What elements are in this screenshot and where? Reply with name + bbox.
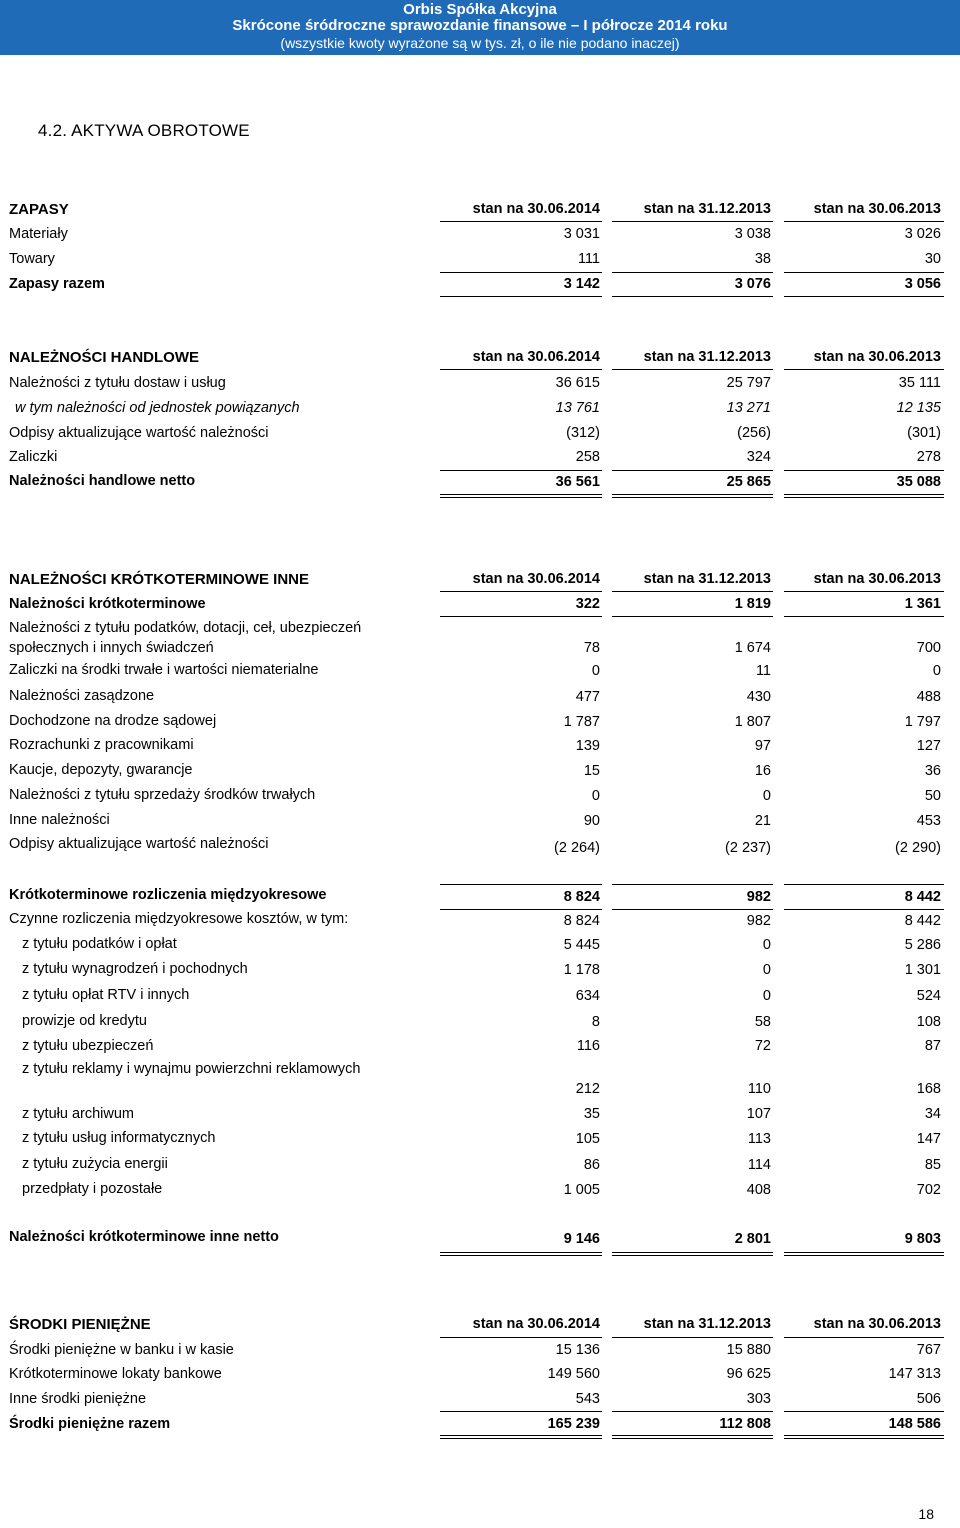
row-label: Kaucje, depozyty, gwarancje bbox=[9, 762, 193, 778]
subtotal-rule bbox=[440, 1411, 602, 1412]
row-value: 1 787 bbox=[563, 714, 600, 730]
row-rule bbox=[612, 616, 773, 617]
row-label: Inne należności bbox=[9, 812, 110, 828]
row-label: Rozrachunki z pracownikami bbox=[9, 737, 194, 753]
total-rule bbox=[784, 1252, 944, 1256]
row-rule bbox=[612, 909, 773, 910]
row-value: 15 136 bbox=[555, 1342, 600, 1358]
row-value: 0 bbox=[762, 788, 771, 804]
row-value: 25 797 bbox=[726, 375, 771, 391]
row-value: 3 142 bbox=[563, 276, 600, 292]
total-rule bbox=[612, 494, 773, 498]
row-rule bbox=[784, 884, 944, 885]
row-value: 322 bbox=[575, 596, 600, 612]
row-value: 303 bbox=[746, 1391, 771, 1407]
row-value: 506 bbox=[916, 1391, 941, 1407]
row-value: 8 824 bbox=[563, 913, 600, 929]
row-value: 139 bbox=[575, 738, 600, 754]
header-rule bbox=[440, 369, 602, 370]
section-title: 4.2. AKTYWA OBROTOWE bbox=[38, 121, 250, 140]
row-value: 0 bbox=[591, 788, 600, 804]
row-value: 524 bbox=[916, 988, 941, 1004]
total-rule bbox=[440, 1252, 602, 1256]
row-value: 50 bbox=[924, 788, 941, 804]
row-value: 90 bbox=[583, 813, 600, 829]
row-label: Odpisy aktualizujące wartość należności bbox=[9, 425, 269, 441]
row-value: 3 038 bbox=[734, 226, 771, 242]
row-value: 148 586 bbox=[888, 1416, 941, 1432]
total-rule bbox=[784, 1435, 944, 1439]
row-value: 543 bbox=[575, 1391, 600, 1407]
row-value: 34 bbox=[924, 1106, 941, 1122]
row-value: 1 797 bbox=[904, 714, 941, 730]
row-label: z tytułu podatków i opłat bbox=[22, 936, 177, 952]
row-value: 0 bbox=[932, 663, 941, 679]
row-value: 116 bbox=[576, 1038, 600, 1054]
row-value: 15 880 bbox=[726, 1342, 771, 1358]
row-value: 58 bbox=[754, 1014, 771, 1030]
srodki-title: ŚRODKI PIENIĘŻNE bbox=[9, 1316, 151, 1333]
row-label: Należności z tytułu sprzedaży środków trwałych bbox=[9, 787, 316, 803]
report-title: Skrócone śródroczne sprawozdanie finansowe – I półrocze 2014 roku bbox=[232, 17, 728, 34]
row-value: 13 271 bbox=[726, 400, 771, 416]
naleznosci-inne-column-header: stan na 31.12.2013 bbox=[643, 571, 771, 587]
row-value: 35 bbox=[583, 1106, 600, 1122]
row-value: (312) bbox=[566, 425, 600, 441]
header-rule bbox=[784, 221, 944, 222]
subtotal-rule bbox=[612, 1411, 773, 1412]
row-value: 212 bbox=[575, 1081, 600, 1097]
row-label: przedpłaty i pozostałe bbox=[22, 1181, 163, 1197]
row-value: 3 076 bbox=[734, 276, 771, 292]
total-rule bbox=[784, 494, 944, 498]
row-label: Należności zasądzone bbox=[9, 688, 155, 704]
row-value: 72 bbox=[754, 1038, 771, 1054]
row-value: 3 031 bbox=[563, 226, 600, 242]
subtotal-rule bbox=[612, 272, 773, 273]
row-label: Zaliczki bbox=[9, 449, 58, 465]
row-value: 78 bbox=[583, 640, 600, 656]
row-label: Zapasy razem bbox=[9, 276, 105, 292]
row-value: 702 bbox=[916, 1182, 941, 1198]
row-rule bbox=[440, 884, 602, 885]
row-value: (301) bbox=[907, 425, 941, 441]
row-value: 96 625 bbox=[726, 1366, 771, 1382]
row-value: 430 bbox=[746, 689, 771, 705]
row-value: (2 290) bbox=[895, 840, 941, 856]
srodki-column-header: stan na 31.12.2013 bbox=[643, 1316, 771, 1332]
zapasy-column-header: stan na 30.06.2014 bbox=[472, 201, 600, 217]
total-rule bbox=[612, 1252, 773, 1256]
naleznosci-handlowe-column-header: stan na 30.06.2014 bbox=[472, 349, 600, 365]
row-value: (256) bbox=[737, 425, 771, 441]
row-value: 36 bbox=[924, 763, 941, 779]
row-label: Należności krótkoterminowe bbox=[9, 596, 206, 612]
row-value: (2 237) bbox=[725, 840, 771, 856]
row-value: 111 bbox=[577, 251, 600, 267]
row-value: 9 803 bbox=[904, 1231, 941, 1247]
row-value: 113 bbox=[747, 1131, 771, 1147]
row-value: 35 088 bbox=[896, 474, 941, 490]
row-value: 5 286 bbox=[904, 937, 941, 953]
row-value: 5 445 bbox=[563, 937, 600, 953]
naleznosci-inne-title: NALEŻNOŚCI KRÓTKOTERMINOWE INNE bbox=[9, 571, 309, 588]
row-value: 982 bbox=[746, 889, 771, 905]
row-value: 1 807 bbox=[734, 714, 771, 730]
zapasy-column-header: stan na 31.12.2013 bbox=[643, 201, 771, 217]
naleznosci-inne-column-header: stan na 30.06.2013 bbox=[813, 571, 941, 587]
company-name: Orbis Spółka Akcyjna bbox=[403, 1, 557, 18]
header-rule bbox=[612, 369, 773, 370]
total-rule bbox=[440, 494, 602, 498]
row-value: 1 674 bbox=[734, 640, 771, 656]
row-value: 38 bbox=[754, 251, 771, 267]
row-value: 258 bbox=[575, 449, 600, 465]
header-rule bbox=[440, 1337, 602, 1338]
row-value: 112 808 bbox=[719, 1416, 771, 1432]
row-value: 477 bbox=[575, 689, 600, 705]
naleznosci-handlowe-title: NALEŻNOŚCI HANDLOWE bbox=[9, 349, 199, 366]
total-rule bbox=[440, 1435, 602, 1439]
row-value: 12 135 bbox=[896, 400, 941, 416]
header-rule bbox=[612, 591, 773, 592]
row-label: w tym należności od jednostek powiązanych bbox=[15, 400, 300, 416]
total-rule bbox=[612, 296, 773, 297]
row-label: z tytułu ubezpieczeń bbox=[22, 1038, 154, 1054]
total-rule bbox=[784, 296, 944, 297]
row-value: 114 bbox=[747, 1157, 771, 1173]
row-value: 107 bbox=[746, 1106, 771, 1122]
row-value: 9 146 bbox=[563, 1231, 600, 1247]
row-value: 0 bbox=[762, 937, 771, 953]
row-rule bbox=[440, 616, 602, 617]
row-value: 168 bbox=[916, 1081, 941, 1097]
row-value: 3 056 bbox=[904, 276, 941, 292]
row-label: Należności krótkoterminowe inne netto bbox=[9, 1229, 279, 1245]
row-value: 634 bbox=[575, 988, 600, 1004]
row-value: 110 bbox=[747, 1081, 771, 1097]
row-label: prowizje od kredytu bbox=[22, 1013, 147, 1029]
row-value: 127 bbox=[916, 738, 941, 754]
row-label: Materiały bbox=[9, 226, 68, 242]
zapasy-column-header: stan na 30.06.2013 bbox=[813, 201, 941, 217]
subtotal-rule bbox=[784, 470, 944, 471]
row-label: z tytułu archiwum bbox=[22, 1106, 135, 1122]
row-value: 2 801 bbox=[734, 1231, 771, 1247]
row-label: Czynne rozliczenia międzyokresowe kosztów, w tym: bbox=[9, 911, 349, 927]
row-value: 86 bbox=[583, 1157, 600, 1173]
header-rule bbox=[440, 591, 602, 592]
row-value: 147 bbox=[916, 1131, 941, 1147]
row-value: 30 bbox=[924, 251, 941, 267]
row-value: 36 561 bbox=[555, 474, 600, 490]
row-value: 16 bbox=[754, 763, 771, 779]
row-value: 97 bbox=[754, 738, 771, 754]
row-label: Należności handlowe netto bbox=[9, 473, 196, 489]
row-label: z tytułu usług informatycznych bbox=[22, 1130, 216, 1146]
subtotal-rule bbox=[440, 272, 602, 273]
row-rule bbox=[784, 616, 944, 617]
row-value: 149 560 bbox=[547, 1366, 600, 1382]
header-rule bbox=[784, 1337, 944, 1338]
row-label: Zaliczki na środki trwałe i wartości niematerialne bbox=[9, 662, 319, 678]
row-value: 1 005 bbox=[563, 1182, 600, 1198]
row-label: Inne środki pieniężne bbox=[9, 1391, 147, 1407]
row-value: 21 bbox=[754, 813, 771, 829]
naleznosci-handlowe-column-header: stan na 31.12.2013 bbox=[643, 349, 771, 365]
row-value: 15 bbox=[583, 763, 600, 779]
row-label: Środki pieniężne w banku i w kasie bbox=[9, 1342, 234, 1358]
row-value: 36 615 bbox=[555, 375, 600, 391]
row-value: 3 026 bbox=[904, 226, 941, 242]
row-label: Krótkoterminowe rozliczenia międzyokresowe bbox=[9, 887, 327, 903]
row-value: 767 bbox=[916, 1342, 941, 1358]
row-value: 13 761 bbox=[555, 400, 600, 416]
row-value: 87 bbox=[924, 1038, 941, 1054]
row-value: 408 bbox=[746, 1182, 771, 1198]
row-label: z tytułu wynagrodzeń i pochodnych bbox=[22, 961, 248, 977]
row-label: Środki pieniężne razem bbox=[9, 1416, 171, 1432]
row-value: 165 239 bbox=[547, 1416, 600, 1432]
row-value: 1 819 bbox=[734, 596, 771, 612]
row-label: z tytułu reklamy i wynajmu powierzchni reklamowych bbox=[22, 1061, 361, 1077]
header-rule bbox=[612, 1337, 773, 1338]
row-value: 8 bbox=[591, 1014, 600, 1030]
total-rule bbox=[612, 1435, 773, 1439]
row-label: Krótkoterminowe lokaty bankowe bbox=[9, 1366, 222, 1382]
header-rule bbox=[612, 221, 773, 222]
page-number: 18 bbox=[918, 1506, 934, 1522]
row-value: 35 111 bbox=[898, 375, 941, 391]
row-value: 453 bbox=[916, 813, 941, 829]
row-value: 0 bbox=[762, 962, 771, 978]
srodki-column-header: stan na 30.06.2013 bbox=[813, 1316, 941, 1332]
row-value: 8 442 bbox=[904, 913, 941, 929]
row-value: 0 bbox=[591, 663, 600, 679]
subtotal-rule bbox=[612, 470, 773, 471]
row-value: 11 bbox=[755, 663, 771, 679]
subtotal-rule bbox=[784, 272, 944, 273]
row-value: 1 301 bbox=[904, 962, 941, 978]
row-value: 147 313 bbox=[888, 1366, 941, 1382]
header-rule bbox=[784, 369, 944, 370]
row-value: 8 442 bbox=[904, 889, 941, 905]
row-value: 1 178 bbox=[563, 962, 600, 978]
row-value: 108 bbox=[916, 1014, 941, 1030]
subtotal-rule bbox=[440, 470, 602, 471]
row-label: Dochodzone na drodze sądowej bbox=[9, 713, 217, 729]
row-value: 1 361 bbox=[904, 596, 941, 612]
row-value: 982 bbox=[746, 913, 771, 929]
row-value: 25 865 bbox=[726, 474, 771, 490]
header-rule bbox=[440, 221, 602, 222]
amounts-note: (wszystkie kwoty wyrażone są w tys. zł, o ile nie podano inaczej) bbox=[280, 35, 680, 51]
srodki-column-header: stan na 30.06.2014 bbox=[472, 1316, 600, 1332]
row-value: 85 bbox=[924, 1157, 941, 1173]
row-rule bbox=[612, 884, 773, 885]
row-value: 488 bbox=[916, 689, 941, 705]
row-label: Odpisy aktualizujące wartość należności bbox=[9, 836, 269, 852]
row-value: 700 bbox=[916, 640, 941, 656]
row-label: Należności z tytułu podatków, dotacji, ceł, ubezpieczeń społecznych i innych świadczeń bbox=[9, 620, 362, 656]
row-value: (2 264) bbox=[554, 840, 600, 856]
naleznosci-handlowe-column-header: stan na 30.06.2013 bbox=[813, 349, 941, 365]
row-label: Należności z tytułu dostaw i usług bbox=[9, 375, 226, 391]
row-value: 8 824 bbox=[563, 889, 600, 905]
total-rule bbox=[440, 296, 602, 297]
row-rule bbox=[440, 909, 602, 910]
subtotal-rule bbox=[784, 1411, 944, 1412]
row-rule bbox=[784, 909, 944, 910]
row-value: 324 bbox=[746, 449, 771, 465]
row-value: 0 bbox=[762, 988, 771, 1004]
row-label: z tytułu opłat RTV i innych bbox=[22, 987, 190, 1003]
header-rule bbox=[784, 591, 944, 592]
naleznosci-inne-column-header: stan na 30.06.2014 bbox=[472, 571, 600, 587]
zapasy-title: ZAPASY bbox=[9, 201, 69, 218]
row-label: z tytułu zużycia energii bbox=[22, 1156, 168, 1172]
row-label: Towary bbox=[9, 251, 55, 267]
row-value: 105 bbox=[575, 1131, 600, 1147]
row-value: 278 bbox=[916, 449, 941, 465]
